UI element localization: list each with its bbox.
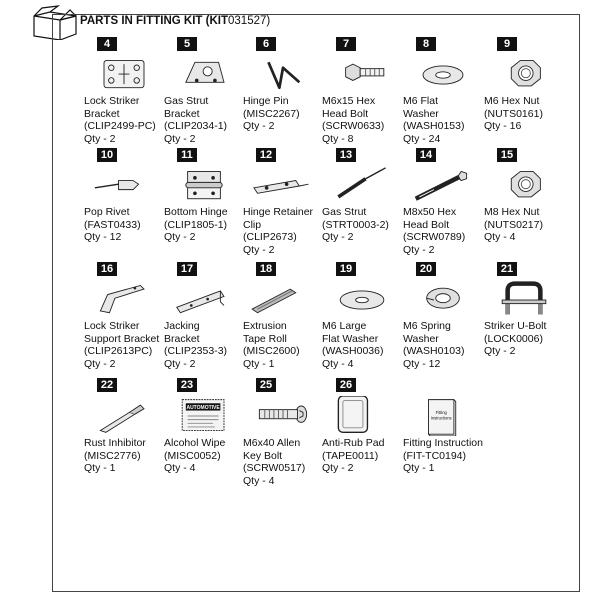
part-label-line: (WASH0103)	[403, 345, 465, 357]
jacking-bracket-icon	[164, 280, 244, 320]
part-item	[484, 148, 564, 268]
hex-nut-icon	[484, 166, 564, 206]
part-qty: Qty - 4	[164, 462, 196, 474]
part-qty: Qty - 4	[484, 231, 516, 243]
part-label-line: Hinge Pin	[243, 95, 289, 107]
pop-rivet-icon	[84, 166, 164, 206]
part-label	[484, 95, 543, 133]
part-qty: Qty - 2	[84, 132, 116, 145]
part-item	[84, 148, 164, 268]
part-qty: Qty - 1	[84, 462, 116, 474]
part-label-line: Gas Strut	[322, 206, 367, 218]
part-number-badge: 5	[177, 37, 197, 51]
part-qty: Qty - 2	[164, 132, 196, 145]
part-label-line: (CLIP2499-PC)	[84, 120, 156, 132]
part-label-line: (SCRW0789)	[403, 231, 466, 243]
kit-code: KIT	[209, 15, 229, 27]
hinge-retainer-clip-icon	[243, 166, 323, 206]
part-label	[403, 206, 465, 256]
part-label	[322, 320, 383, 370]
part-qty: Qty - 24	[403, 132, 441, 145]
part-label-line: (MISC2267)	[243, 107, 300, 120]
tube-icon	[84, 396, 164, 436]
part-label-line: (CLIP2613PC)	[84, 345, 153, 357]
alcohol-wipe-icon	[164, 396, 244, 436]
part-number-badge: 9	[497, 37, 517, 51]
part-item	[322, 378, 402, 498]
svg-text:AUTOMOTIVE: AUTOMOTIVE	[186, 405, 220, 412]
part-label	[243, 437, 305, 487]
part-qty: Qty - 2	[484, 345, 516, 357]
part-qty: Qty - 2	[403, 243, 435, 256]
part-label-line: M6 Large	[322, 320, 367, 332]
part-item	[322, 37, 402, 157]
part-label-line: (FAST0433)	[84, 218, 141, 231]
part-label-line: (TAPE0011)	[322, 449, 379, 462]
part-label-line: (NUTS0217)	[484, 218, 543, 231]
part-label	[164, 95, 227, 145]
part-label-line: M8 Hex Nut	[484, 206, 540, 218]
part-item	[243, 148, 323, 268]
part-item	[84, 37, 164, 157]
part-number-badge: 26	[336, 378, 356, 392]
part-qty: Qty - 4	[243, 474, 275, 487]
part-label-line: Washer	[403, 332, 439, 345]
part-label-line: Anti-Rub Pad	[322, 437, 385, 449]
part-item	[403, 37, 483, 157]
part-label-line: (SCRW0517)	[243, 462, 306, 474]
support-bracket-icon	[84, 280, 164, 320]
part-item	[84, 262, 164, 382]
part-item	[164, 378, 244, 498]
part-label	[403, 320, 464, 370]
bottom-hinge-icon	[164, 166, 244, 206]
page-title	[80, 15, 270, 27]
part-qty: Qty - 4	[322, 357, 354, 370]
part-label-line: M8x50 Hex	[403, 206, 457, 218]
part-item	[484, 262, 564, 382]
part-label-line: Jacking	[164, 320, 200, 332]
part-label-line: Key Bolt	[243, 449, 283, 462]
part-label-line: Bracket	[164, 332, 200, 345]
part-number-badge: 12	[256, 148, 276, 162]
part-number-badge: 23	[177, 378, 197, 392]
part-label-line: (CLIP1805-1)	[164, 218, 228, 231]
part-label-line: Flat Washer	[322, 332, 379, 345]
part-label	[84, 95, 156, 145]
part-number-badge: 21	[497, 262, 517, 276]
part-qty: Qty - 16	[484, 120, 522, 132]
part-label	[403, 95, 464, 145]
part-label-line: Striker U-Bolt	[484, 320, 547, 332]
part-number-badge: 25	[256, 378, 276, 392]
part-label-line: Rust Inhibitor	[84, 437, 146, 449]
part-label	[243, 95, 300, 133]
large-washer-icon	[322, 280, 402, 320]
part-item	[243, 262, 323, 382]
part-label-line: Pop Rivet	[84, 206, 130, 218]
svg-text:Fitting: Fitting	[435, 410, 447, 416]
title-prefix: PARTS IN FITTING KIT (	[80, 15, 210, 27]
part-label-line: Lock Striker	[84, 320, 140, 332]
part-item	[84, 378, 164, 498]
part-label-line: Fitting Instruction	[403, 437, 483, 449]
part-label-line: Clip	[243, 218, 262, 231]
part-label-line: (WASH0036)	[322, 345, 384, 357]
part-item	[164, 262, 244, 382]
part-qty: Qty - 2	[322, 231, 354, 243]
part-label	[484, 320, 546, 358]
part-item	[164, 37, 244, 157]
part-qty: Qty - 1	[243, 357, 275, 370]
part-label-line: (WASH0153)	[403, 120, 465, 132]
part-label	[164, 437, 225, 475]
part-item	[403, 262, 483, 382]
part-item	[484, 37, 564, 157]
part-label-line: Hinge Retainer	[243, 206, 314, 218]
part-item	[164, 148, 244, 268]
part-label-line: Lock Striker	[84, 95, 140, 107]
part-item	[243, 37, 323, 157]
part-number-badge: 8	[416, 37, 436, 51]
part-label-line: M6x15 Hex	[322, 95, 376, 107]
part-label-line: M6 Hex Nut	[484, 95, 540, 107]
part-label	[243, 206, 313, 256]
part-label-line: Support Bracket	[84, 332, 160, 345]
part-label	[484, 206, 543, 244]
part-label-line: (NUTS0161)	[484, 107, 543, 120]
part-number-badge: 19	[336, 262, 356, 276]
spring-washer-icon	[403, 280, 483, 320]
part-number-badge: 18	[256, 262, 276, 276]
part-label-line: M6 Spring	[403, 320, 451, 332]
anti-rub-pad-icon	[322, 396, 402, 436]
part-number-badge: 15	[497, 148, 517, 162]
hex-nut-icon	[484, 55, 564, 95]
part-label-line: (SCRW0633)	[322, 120, 385, 132]
part-label-line: Alcohol Wipe	[164, 437, 226, 449]
part-item	[243, 378, 323, 498]
part-label-line: (MISC0052)	[164, 449, 221, 462]
svg-text:Instructions: Instructions	[430, 415, 452, 421]
part-label-line: (CLIP2353-3)	[164, 345, 228, 357]
gas-strut-bracket-icon	[164, 55, 244, 95]
part-item	[322, 148, 402, 268]
part-number-badge: 4	[97, 37, 117, 51]
part-label-line: (LOCK0006)	[484, 332, 543, 345]
long-hex-bolt-icon	[403, 166, 483, 206]
part-label	[84, 206, 141, 244]
part-number-badge: 20	[416, 262, 436, 276]
part-label-line: (STRT0003-2)	[322, 218, 389, 231]
part-qty: Qty - 1	[403, 462, 435, 474]
flat-washer-icon	[403, 55, 483, 95]
part-label-line: Extrusion	[243, 320, 287, 332]
part-label	[164, 320, 227, 370]
part-number-badge: 6	[256, 37, 276, 51]
u-bolt-icon	[484, 280, 564, 320]
part-number-badge: 14	[416, 148, 436, 162]
part-label-line: Bracket	[84, 107, 120, 120]
part-label-line: (CLIP2034-1)	[164, 120, 228, 132]
part-label-line: Head Bolt	[322, 107, 369, 120]
part-label	[243, 320, 300, 370]
part-number-badge: 11	[177, 148, 197, 162]
part-label-line: Tape Roll	[243, 332, 287, 345]
part-label-line: (CLIP2673)	[243, 231, 297, 243]
part-number-badge: 16	[97, 262, 117, 276]
part-number-badge: 10	[97, 148, 117, 162]
instruction-booklet-icon	[403, 396, 483, 436]
part-number-badge: 7	[336, 37, 356, 51]
part-label	[84, 437, 146, 475]
part-number-badge: 13	[336, 148, 356, 162]
part-label	[322, 206, 389, 244]
part-label-line: (MISC2776)	[84, 449, 141, 462]
part-label-line: Bottom Hinge	[164, 206, 228, 218]
hex-bolt-icon	[322, 55, 402, 95]
part-qty: Qty - 12	[84, 231, 122, 243]
part-qty: Qty - 2	[84, 357, 116, 370]
part-label-line: (FIT-TC0194)	[403, 449, 467, 462]
part-label-line: Bracket	[164, 107, 200, 120]
part-label-line: M6x40 Allen	[243, 437, 301, 449]
hinge-pin-icon	[243, 55, 323, 95]
part-qty: Qty - 2	[243, 243, 275, 256]
part-item	[322, 262, 402, 382]
tape-roll-icon	[243, 280, 323, 320]
part-qty: Qty - 12	[403, 357, 441, 370]
part-label	[322, 95, 384, 145]
part-label-line: Washer	[403, 107, 439, 120]
part-label-line: Head Bolt	[403, 218, 450, 231]
lock-striker-bracket-icon	[84, 55, 164, 95]
part-label	[403, 437, 483, 475]
part-item	[403, 148, 483, 268]
part-label	[164, 206, 228, 244]
part-label	[322, 437, 384, 475]
allen-bolt-icon	[243, 396, 323, 436]
part-qty: Qty - 2	[322, 462, 354, 474]
part-label	[84, 320, 159, 370]
kit-number: 031527)	[228, 15, 271, 27]
part-number-badge: 17	[177, 262, 197, 276]
part-qty: Qty - 2	[243, 120, 275, 132]
part-item	[403, 378, 483, 498]
part-label-line: (MISC2600)	[243, 345, 300, 357]
part-qty: Qty - 2	[164, 231, 196, 243]
part-number-badge: 22	[97, 378, 117, 392]
part-qty: Qty - 2	[164, 357, 196, 370]
part-label-line: M6 Flat	[403, 95, 439, 107]
part-qty: Qty - 8	[322, 132, 354, 145]
gas-strut-icon	[322, 166, 402, 206]
part-label-line: Gas Strut	[164, 95, 209, 107]
